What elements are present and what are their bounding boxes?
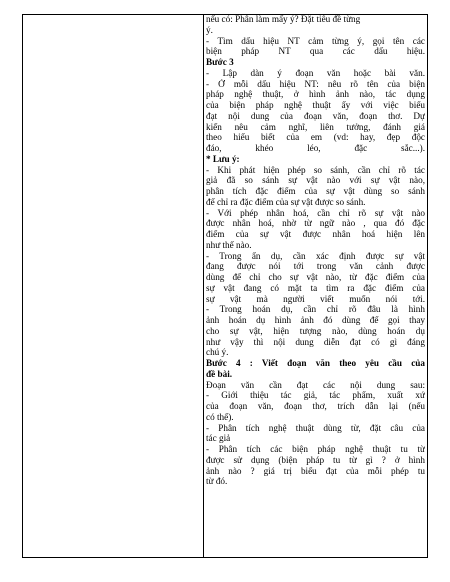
text-line: dùng để chỉ cho sự vật nào, từ đặc điểm của	[206, 272, 425, 282]
text-line: - Phân tích nghệ thuật dùng từ, đặt câu của	[206, 422, 425, 433]
text-line: đang được nói tới trong văn cảnh được	[206, 261, 425, 272]
text-line: phân tích đặc điểm của sự vật dùng so sánh	[206, 186, 425, 196]
right-column	[206, 14, 425, 487]
text-line: tác giả	[206, 433, 231, 444]
text-line: được nhân hoá, nhờ từ ngữ nào , qua đó đặc	[206, 218, 425, 229]
text-line: đề bài.	[206, 368, 233, 379]
text-line: đáo, khéo léo, đặc sắc...).	[206, 143, 425, 153]
text-line: * Lưu ý:	[206, 153, 240, 164]
text-line: kiến nêu cảm nghĩ, liên tưởng, đánh giá	[206, 121, 425, 132]
text-line: - Với phép nhân hoá, cần chỉ rõ sự vật nào	[206, 207, 425, 218]
text-line: có thể).	[206, 411, 234, 422]
text-line: - Khi phát hiện phép so sánh, cần chỉ rõ tác	[206, 164, 425, 175]
text-line: ý.	[206, 24, 213, 35]
text-line: - Giới thiệu tác giả, tác phẩm, xuất xứ	[206, 390, 425, 401]
text-line: pháp nghệ thuật, ở hình ảnh nào, tác dụng	[206, 89, 425, 100]
text-line: chú ý.	[206, 347, 229, 358]
text-line: để chỉ ra đặc điểm của sự vật được so sánh.	[206, 196, 366, 207]
text-line: của biện pháp nghệ thuật ấy với việc biểu	[206, 100, 425, 110]
text-line: của đoạn văn, đoạn thơ, trích dẫn lại (nếu	[206, 401, 425, 411]
text-line: điểm của sự vật được nhân hoá hiện lên	[206, 229, 425, 239]
text-line: như vậy thì nội dung diễn đạt có gì đáng	[206, 336, 425, 347]
text-line: - Trong hoán dụ, cần chỉ rõ đâu là hình	[206, 304, 425, 315]
text-line: đạt nội dung của đoạn văn, đoạn thơ. Dự	[206, 110, 425, 121]
text-line: - Ở mỗi dấu hiệu NT: nêu rõ tên của biện	[206, 78, 425, 89]
text-line: được sử dụng (biện pháp tu từ gì ? ở hình	[206, 454, 425, 465]
text-line: theo hiểu biết của em (vd: hay, đẹp độc	[206, 132, 425, 143]
text-line: giả đã so sánh sự vật nào với sự vật nào,	[206, 175, 425, 186]
text-line: sự vật đang có mặt ta tìm ra đặc điểm của	[206, 282, 425, 293]
text-line: - Phân tích các biện pháp nghệ thuật tu từ	[206, 444, 425, 454]
text-line: - Lập dàn ý đoạn văn hoặc bài văn.	[206, 67, 425, 78]
content-table	[22, 14, 428, 558]
text-line: Bước 4 : Viết đoạn văn theo yêu cầu của	[206, 358, 425, 368]
text-line: như thế nào.	[206, 239, 252, 250]
text-line: từ đó.	[206, 476, 228, 487]
text-line: ảnh hoán dụ hình ảnh đó dùng để gọi thay	[206, 315, 425, 325]
text-line: Đoạn văn cần đạt các nội dung sau:	[206, 379, 425, 390]
text-line: - Tìm dấu hiệu NT cảm từng ý, gọi tên các	[206, 35, 425, 46]
text-line: sự vật mà người viết muốn nói tới.	[206, 293, 425, 304]
text-line: ảnh nào ? giá trị biểu đạt của mỗi phép tu	[206, 465, 425, 476]
text-line: Bước 3	[206, 57, 234, 67]
text-line: nếu có: Phân làm mấy ý? Đặt tiêu đề từng	[206, 14, 361, 24]
text-line: - Trong ẩn dụ, cần xác định được sự vật	[206, 250, 425, 261]
text-line: biện pháp NT qua các dấu hiệu.	[206, 46, 425, 57]
text-line: cho sự vật, hiện tượng nào, dùng hoán dụ	[206, 325, 425, 336]
left-column	[23, 15, 204, 557]
